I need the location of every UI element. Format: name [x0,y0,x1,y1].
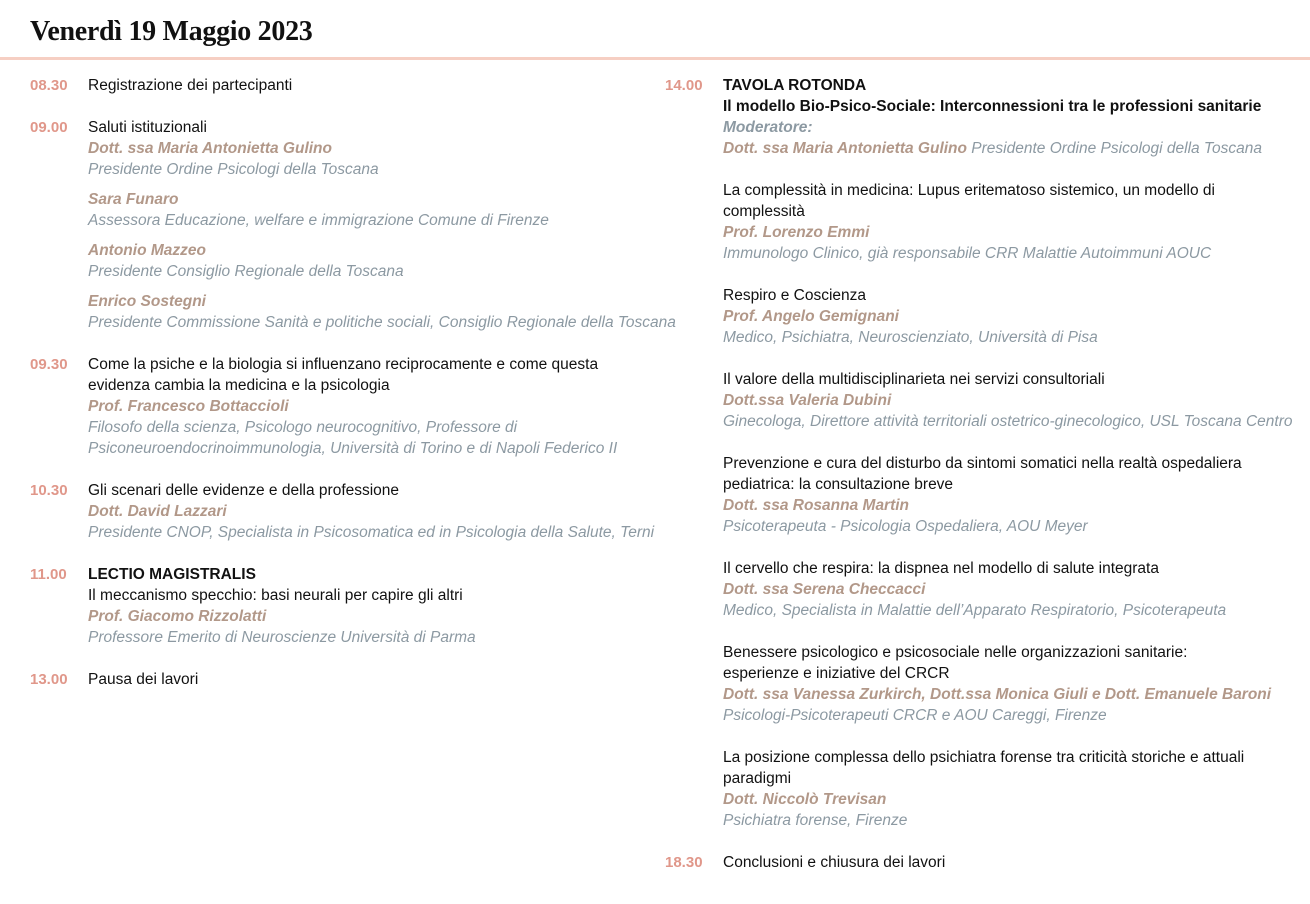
schedule-item [30,117,676,333]
line-spacer [723,432,1295,453]
session-title: La complessità in medicina: Lupus eritematoso sistemico, un modello di [723,182,1215,199]
line-spacer [88,282,650,291]
session-title: pediatrica: la consultazione breve [723,476,954,493]
speaker-role: Presidente Commissione Sanità e politiche sociali, Consiglio Regionale della Toscana [88,314,676,331]
session-title: Gli scenari delle evidenze e della professione [88,482,400,499]
speaker-name: Antonio Mazzeo [88,242,206,259]
speaker-name: Dott. David Lazzari [88,503,227,520]
session-title: Conclusioni e chiusura dei lavori [723,854,946,871]
session-title: Benessere psicologico e psicosociale nelle organizzazioni sanitarie: [723,644,1188,661]
page-header [0,0,1310,60]
session-title: Respiro e Coscienza [723,287,867,304]
speaker-role: Ginecologa, Direttore attività territoriali ostetrico-ginecologico, USL Toscana Centro [723,413,1293,430]
speaker-role: Assessora Educazione, welfare e immigrazione Comune di Firenze [88,212,549,229]
line-spacer [723,159,1295,180]
page-title: Venerdì 19 Maggio 2023 [30,16,313,47]
session-heading: LECTIO MAGISTRALIS [88,566,256,583]
speaker-name: Dott. ssa Serena Checcacci [723,581,926,598]
speaker-role: Presidente CNOP, Specialista in Psicosomatica ed in Psicologia della Salute, Terni [88,524,655,541]
speaker-name: Dott. Niccolò Trevisan [723,791,887,808]
schedule-item [665,852,1295,873]
speaker-role: Professore Emerito di Neuroscienze Università di Parma [88,629,476,646]
session-heading: Il modello Bio-Psico-Sociale: Interconnessioni tra le professioni sanitarie [723,98,1262,115]
line-spacer [723,537,1295,558]
schedule-time: 18.30 [665,854,703,871]
line-spacer [88,180,650,189]
speaker-role: Presidente Ordine Psicologi della Toscana [88,161,379,178]
schedule-item [30,669,650,690]
speaker-name: Dott. ssa Maria Antonietta Gulino [88,140,332,157]
session-title: Il cervello che respira: la dispnea nel modello di salute integrata [723,560,1159,577]
speaker-role: Medico, Psichiatra, Neuroscienziato, Università di Pisa [723,329,1098,346]
speaker-role: Immunologo Clinico, già responsabile CRR Malattie Autoimmuni AOUC [723,245,1212,262]
session-title: paradigmi [723,770,792,787]
speaker-name: Dott.ssa Valeria Dubini [723,392,892,409]
schedule-time: 11.00 [30,566,67,583]
speaker-role: Filosofo della scienza, Psicologo neurocognitivo, Professore di [88,419,518,436]
speaker-role: Presidente Ordine Psicologi della Toscana [967,140,1262,157]
speaker-name: Dott. ssa Rosanna Martin [723,497,910,514]
schedule-time: 09.30 [30,356,68,373]
speaker-role: Psiconeuroendocrinoimmunologia, Università di Torino e di Napoli Federico II [88,440,618,457]
schedule-time: 13.00 [30,671,68,688]
schedule-column-left [30,75,676,690]
speaker-role: Psichiatra forense, Firenze [723,812,908,829]
session-title: esperienze e iniziative del CRCR [723,665,950,682]
schedule-column-right [665,75,1295,873]
speaker-name: Prof. Francesco Bottaccioli [88,398,289,415]
speaker-name: Prof. Lorenzo Emmi [723,224,870,241]
line-spacer [723,621,1295,642]
session-title: Il valore della multidisciplinarieta nei servizi consultoriali [723,371,1105,388]
speaker-role: Presidente Consiglio Regionale della Toscana [88,263,404,280]
schedule-time: 14.00 [665,77,703,94]
speaker-name: Dott. ssa Vanessa Zurkirch, Dott.ssa Monica Giuli e Dott. Emanuele Baroni [723,686,1272,703]
speaker-name: Sara Funaro [88,191,179,208]
speaker-role: Medico, Specialista in Malattie dell’Apparato Respiratorio, Psicoterapeuta [723,602,1227,619]
schedule-item [30,354,650,459]
schedule-item [30,75,650,96]
speaker-name: Prof. Giacomo Rizzolatti [88,608,267,625]
session-title: Pausa dei lavori [88,671,199,688]
schedule-item [30,480,655,543]
session-title: complessità [723,203,805,220]
schedule-time: 09.00 [30,119,68,136]
session-heading: TAVOLA ROTONDA [723,77,867,94]
session-title: Saluti istituzionali [88,119,207,136]
line-spacer [723,264,1295,285]
session-title: Registrazione dei partecipanti [88,77,293,94]
session-title: La posizione complessa dello psichiatra forense tra criticità storiche e attuali [723,749,1245,766]
session-title: Il meccanismo specchio: basi neurali per capire gli altri [88,587,463,604]
line-spacer [88,231,650,240]
speaker-name: Enrico Sostegni [88,293,206,310]
moderator-label: Moderatore: [723,119,813,136]
session-title: evidenza cambia la medicina e la psicologia [88,377,390,394]
line-spacer [723,348,1295,369]
speaker-role: Psicoterapeuta - Psicologia Ospedaliera, AOU Meyer [723,518,1088,535]
schedule-item [665,75,1295,831]
speaker-name: Prof. Angelo Gemignani [723,308,899,325]
line-spacer [723,726,1295,747]
schedule-time: 08.30 [30,77,68,94]
speaker-role: Psicologi-Psicoterapeuti CRCR e AOU Careggi, Firenze [723,707,1107,724]
schedule-time: 10.30 [30,482,68,499]
speaker-name: Dott. ssa Maria Antonietta Gulino Presidente Ordine Psicologi della Toscana [723,140,1262,157]
header-divider [0,57,1310,60]
session-title: Come la psiche e la biologia si influenzano reciprocamente e come questa [88,356,599,373]
schedule-item [30,564,650,648]
session-title: Prevenzione e cura del disturbo da sintomi somatici nella realtà ospedaliera [723,455,1242,472]
